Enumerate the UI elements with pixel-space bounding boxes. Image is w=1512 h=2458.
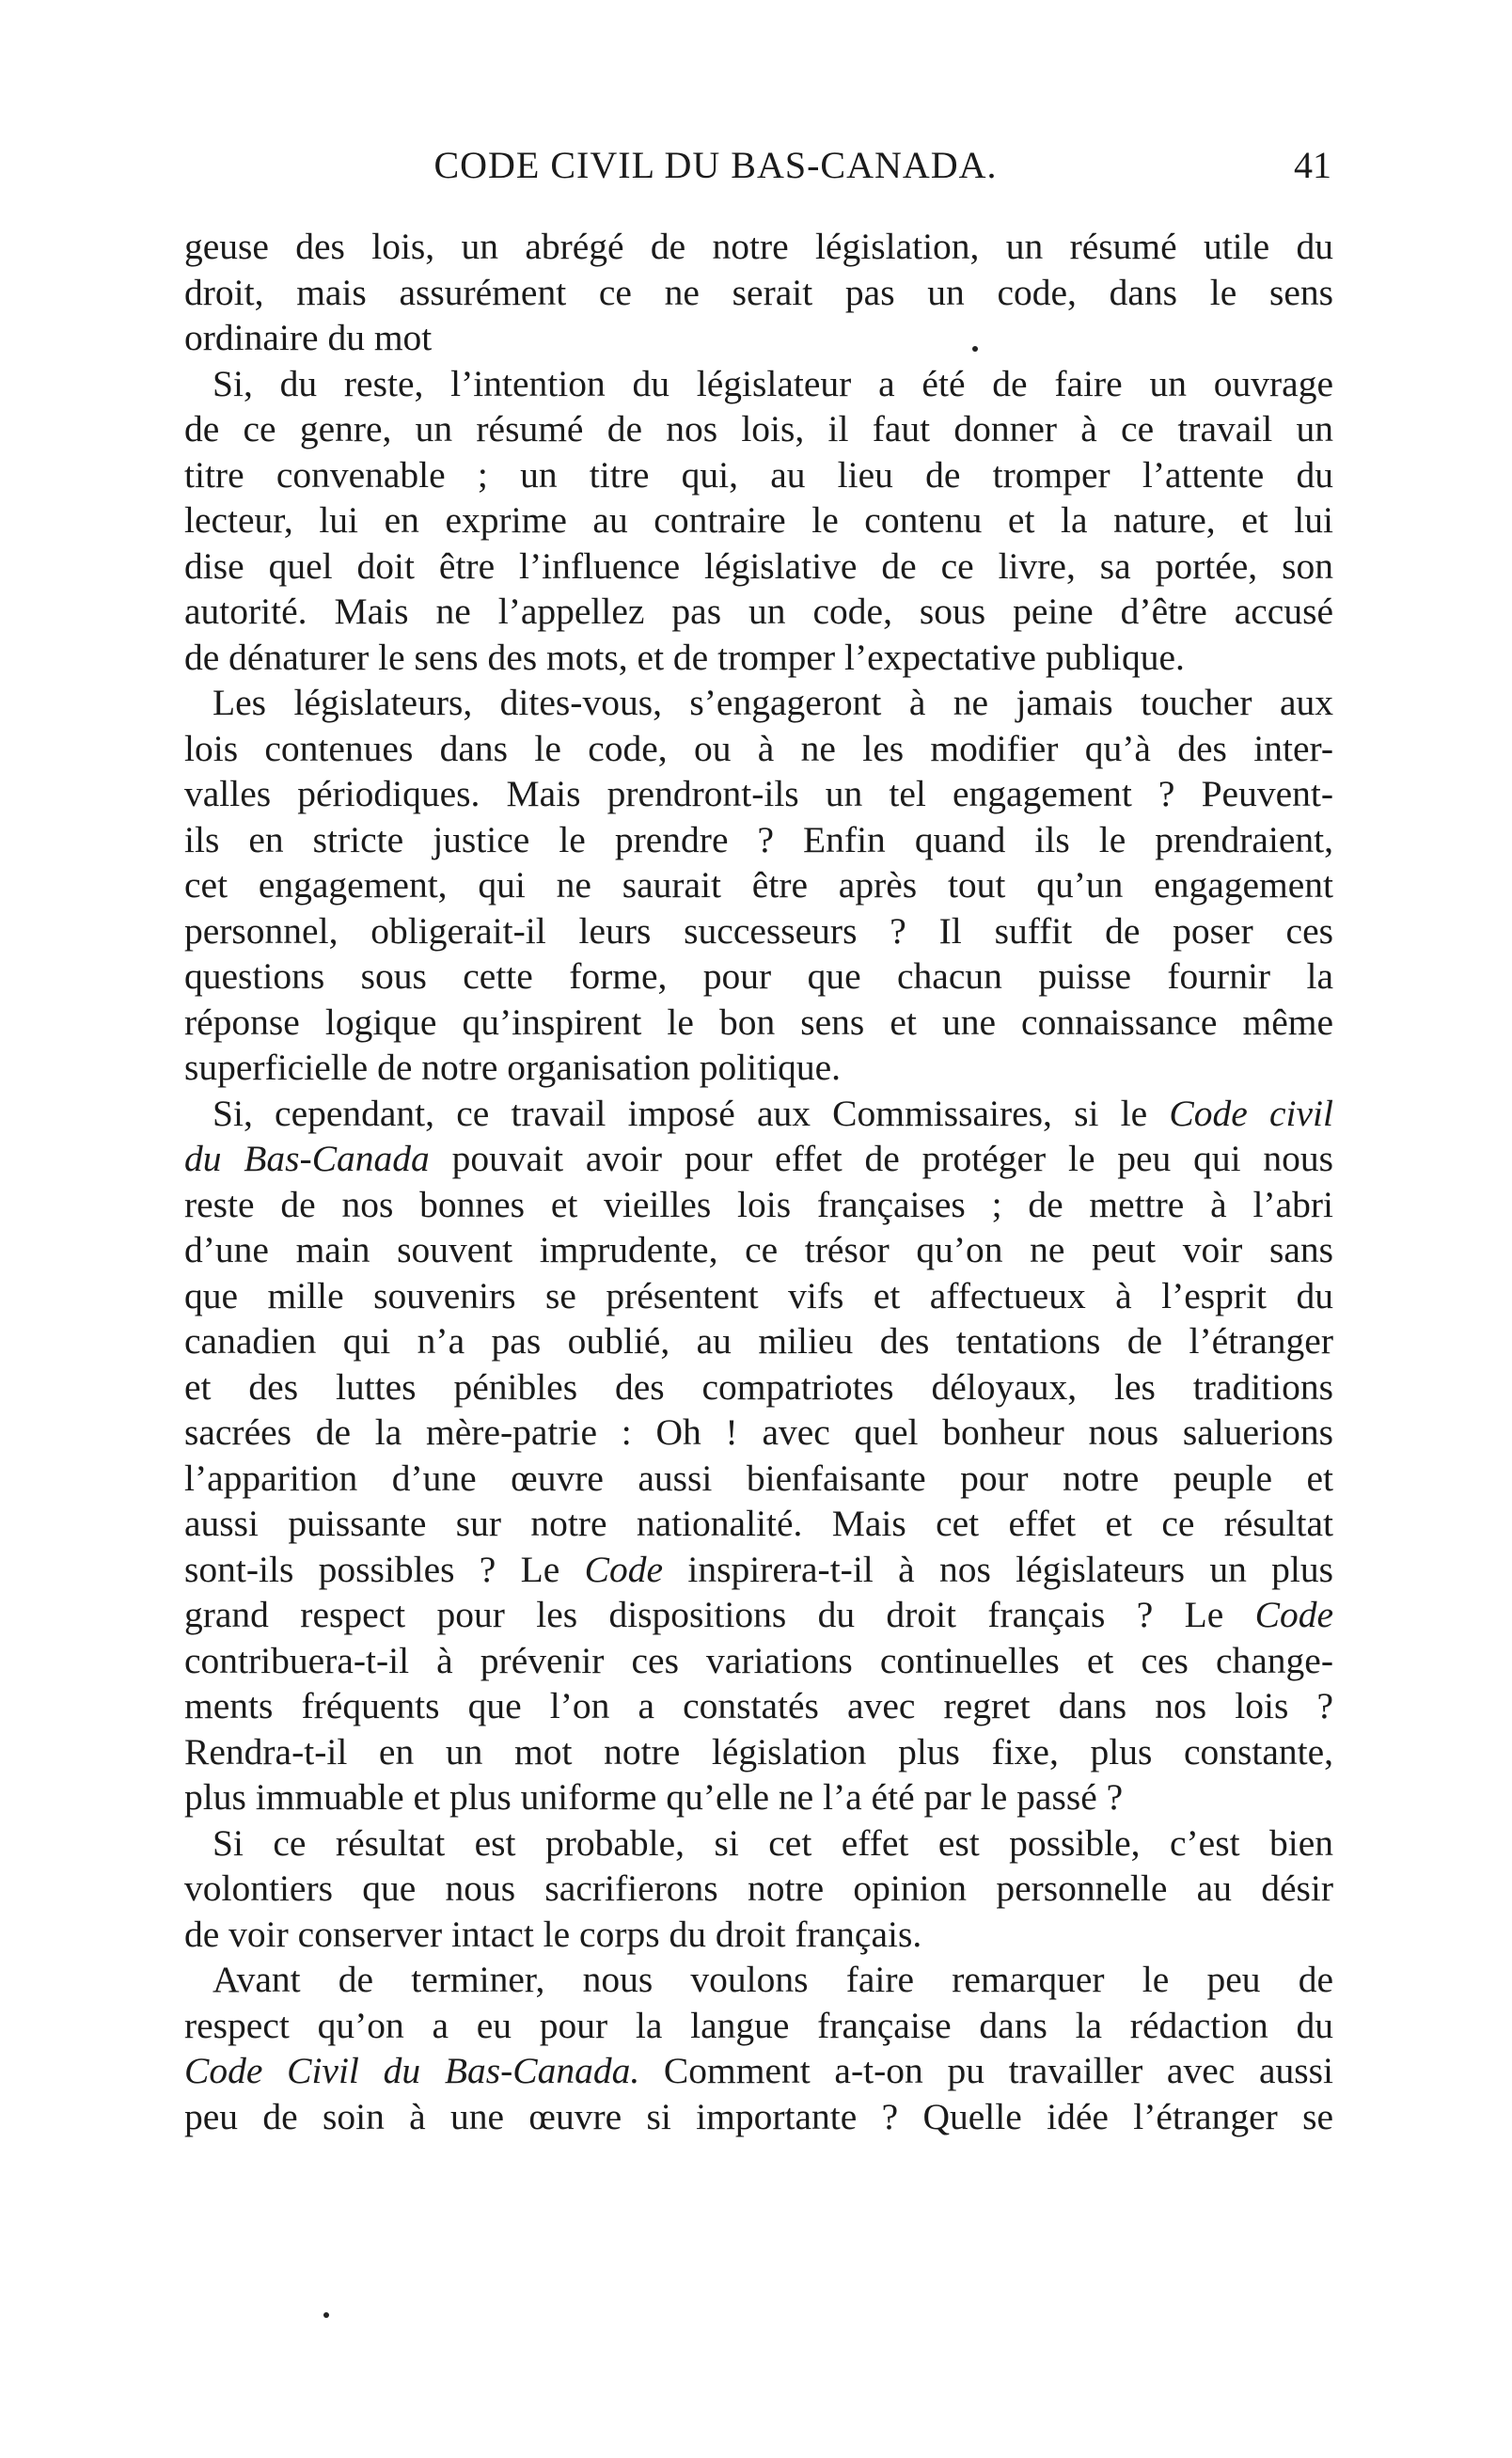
text-line: contribuera-t-il à prévenir ces variations continuelles et ces change-	[184, 1639, 1333, 1681]
text-line: que mille souvenirs se présentent vifs et affectueux à l’esprit du	[184, 1274, 1333, 1316]
text-line: du Bas-Canada pouvait avoir pour effet de protéger le peu qui nous	[184, 1138, 1333, 1179]
print-speck	[323, 2312, 329, 2318]
text-line: peu de soin à une œuvre si importante ? Quelle idée l’étranger se	[184, 2095, 1333, 2137]
text-line: volontiers que nous sacrifierons notre opinion personnelle au désir	[184, 1867, 1333, 1909]
text-line: respect qu’on a eu pour la langue française dans la rédaction du	[184, 2004, 1333, 2046]
page-number: 41	[1294, 144, 1331, 186]
text-line: sont-ils possibles ? Le Code inspirera-t-il à nos législateurs un plus	[184, 1548, 1333, 1590]
text-line: réponse logique qu’inspirent le bon sens et une connaissance même	[184, 1001, 1333, 1043]
text-line: Si, du reste, l’intention du législateur a été de faire un ouvrage	[213, 362, 1333, 404]
text-line: ments fréquents que l’on a constatés avec regret dans nos lois ?	[184, 1685, 1333, 1726]
text-line: cet engagement, qui ne saurait être après tout qu’un engagement	[184, 864, 1333, 906]
text-line: Si ce résultat est probable, si cet effet est possible, c’est bien	[213, 1821, 1333, 1864]
text-line: l’apparition d’une œuvre aussi bienfaisante pour notre peuple et	[184, 1457, 1333, 1499]
text-line: canadien qui n’a pas oublié, au milieu des tentations de l’étranger	[184, 1320, 1333, 1362]
text-line: et des luttes pénibles des compatriotes déloyaux, les traditions	[184, 1365, 1333, 1408]
text-line: Les législateurs, dites-vous, s’engageront à ne jamais toucher aux	[213, 682, 1333, 723]
text-line: grand respect pour les dispositions du droit français ? Le Code	[184, 1594, 1333, 1635]
text-line: sacrées de la mère-patrie : Oh ! avec quel bonheur nous saluerions	[184, 1411, 1333, 1453]
paragraph	[184, 680, 1333, 1091]
text-line: lecteur, lui en exprime au contraire le contenu et la nature, et lui	[184, 499, 1333, 541]
text-line: de voir conserver intact le corps du droit français.	[184, 1913, 922, 1955]
running-title: CODE CIVIL DU BAS-CANADA.	[433, 144, 998, 186]
text-line: lois contenues dans le code, ou à ne les modifier qu’à des inter-	[184, 727, 1333, 769]
body-text	[184, 224, 1333, 2139]
paragraph	[184, 1957, 1333, 2139]
text-line: aussi puissante sur notre nationalité. Mais cet effet et ce résultat	[184, 1503, 1333, 1544]
text-line: de ce genre, un résumé de nos lois, il faut donner à ce travail un	[184, 408, 1333, 449]
running-head	[184, 143, 1331, 199]
text-line: plus immuable et plus uniforme qu’elle ne l’a été par le passé ?	[184, 1776, 1124, 1818]
text-line: Si, cependant, ce travail imposé aux Commissaires, si le Code civil	[213, 1092, 1333, 1134]
text-line: geuse des lois, un abrégé de notre législation, un résumé utile du	[184, 226, 1333, 267]
text-line: reste de nos bonnes et vieilles lois françaises ; de mettre à l’abri	[184, 1183, 1333, 1225]
text-line: ils en stricte justice le prendre ? Enfin quand ils le prendraient,	[184, 818, 1333, 860]
text-line: personnel, obligerait-il leurs successeurs ? Il suffit de poser ces	[184, 909, 1333, 952]
text-line: Code Civil du Bas-Canada. Comment a-t-on pu travailler avec aussi	[184, 2050, 1333, 2091]
text-line: questions sous cette forme, pour que chacun puisse fournir la	[184, 955, 1333, 997]
text-line: titre convenable ; un titre qui, au lieu de tromper l’attente du	[184, 453, 1333, 496]
paragraph	[184, 361, 1333, 681]
text-line: dise quel doit être l’influence législative de ce livre, sa portée, son	[184, 544, 1333, 587]
text-line: ordinaire du mot	[184, 317, 433, 358]
paragraph	[184, 224, 1333, 361]
text-line: de dénaturer le sens des mots, et de tromper l’expectative publique.	[184, 636, 1185, 678]
print-speck	[972, 346, 978, 352]
text-line: Rendra-t-il en un mot notre législation plus fixe, plus constante,	[184, 1730, 1333, 1773]
text-line: autorité. Mais ne l’appellez pas un code, sous peine d’être accusé	[184, 591, 1333, 632]
text-line: d’une main souvent imprudente, ce trésor qu’on ne peut voir sans	[184, 1229, 1333, 1270]
text-line: Avant de terminer, nous voulons faire remarquer le peu de	[213, 1959, 1333, 2000]
paragraph	[184, 1091, 1333, 1820]
text-line: droit, mais assurément ce ne serait pas un code, dans le sens	[184, 271, 1333, 313]
text-line: superficielle de notre organisation politique.	[184, 1047, 842, 1088]
text-line: valles périodiques. Mais prendront-ils un tel engagement ? Peuvent-	[184, 773, 1333, 814]
paragraph	[184, 1820, 1333, 1958]
